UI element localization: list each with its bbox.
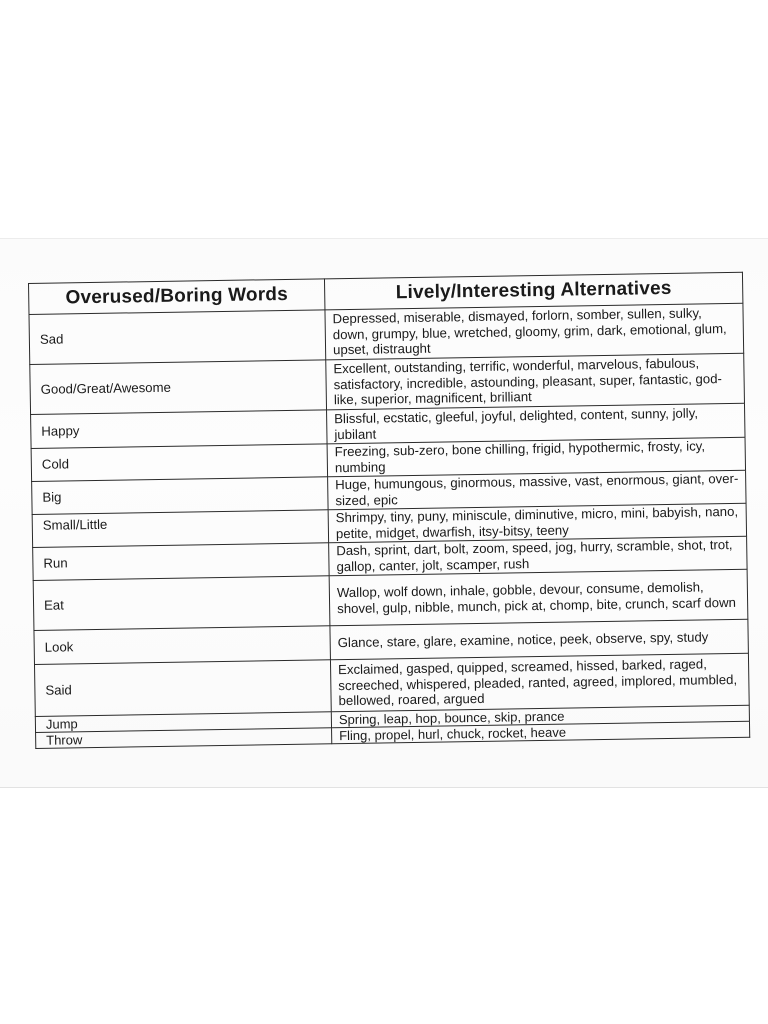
row-word: Said bbox=[34, 660, 331, 717]
row-word: Eat bbox=[33, 576, 330, 631]
header-overused-words: Overused/Boring Words bbox=[29, 279, 325, 315]
row-alternatives: Wallop, wolf down, inhale, gobble, devour, consume, demolish, shovel, gulp, nibble, munch, pick at, chomp, bite, crunch, scarf down bbox=[329, 569, 748, 626]
row-alternatives: Shrimpy, tiny, puny, miniscule, diminutive, micro, mini, babyish, nano, petite, midget, dwarfish, itsy-bitsy, teeny bbox=[328, 503, 746, 543]
row-alternatives: Excellent, outstanding, terrific, wonderful, marvelous, fabulous, satisfactory, incredible, astounding, pleasant, super, fantastic, god-like, superior, magnificent, brilliant bbox=[326, 353, 745, 410]
row-word: Run bbox=[33, 543, 329, 581]
row-word: Cold bbox=[31, 444, 327, 482]
row-alternatives: Fling, propel, hurl, chuck, rocket, heave bbox=[332, 721, 750, 744]
row-alternatives: Spring, leap, hop, bounce, skip, prance bbox=[331, 705, 749, 728]
row-word: Small/Little bbox=[32, 510, 328, 548]
row-word: Happy bbox=[31, 410, 327, 449]
row-word: Sad bbox=[29, 310, 326, 365]
header-lively-alternatives: Lively/Interesting Alternatives bbox=[324, 272, 742, 310]
row-alternatives: Glance, stare, glare, examine, notice, peek, observe, spy, study bbox=[330, 619, 748, 660]
row-word: Throw bbox=[36, 728, 332, 749]
row-alternatives: Blissful, ecstatic, gleeful, joyful, delighted, content, sunny, jolly, jubilant bbox=[327, 403, 745, 444]
row-alternatives: Huge, humungous, ginormous, massive, vast, enormous, giant, over-sized, epic bbox=[328, 470, 746, 510]
row-alternatives: Dash, sprint, dart, bolt, zoom, speed, jog, hurry, scramble, shot, trot, gallop, canter, jolt, scamper, rush bbox=[329, 536, 747, 576]
row-alternatives: Freezing, sub-zero, bone chilling, frigid, hypothermic, frosty, icy, numbing bbox=[327, 437, 745, 477]
row-word: Look bbox=[34, 626, 330, 665]
row-word: Good/Great/Awesome bbox=[30, 360, 327, 415]
row-alternatives: Exclaimed, gasped, quipped, screamed, hissed, barked, raged, screeched, whispered, pleaded, ranted, agreed, implored, mumbled, bellowed, roared, argued bbox=[330, 653, 749, 712]
row-word: Big bbox=[32, 477, 328, 515]
row-word: Jump bbox=[35, 712, 331, 733]
row-alternatives: Depressed, miserable, dismayed, forlorn, somber, sullen, sulky, down, grumpy, blue, wretched, gloomy, grim, dark, emotional, glum, upset, distraught bbox=[325, 303, 744, 360]
word-alternatives-table bbox=[28, 272, 750, 749]
word-table-container bbox=[28, 272, 751, 749]
